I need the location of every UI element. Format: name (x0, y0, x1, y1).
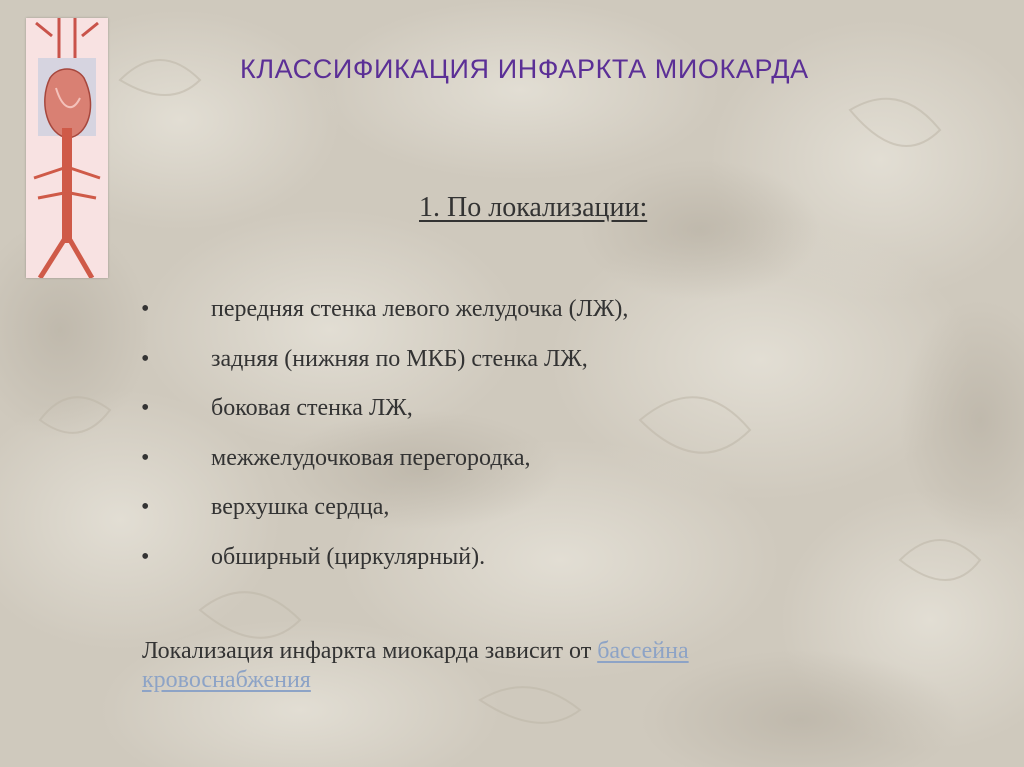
list-item-text: боковая стенка ЛЖ, (211, 395, 413, 421)
heart-aorta-illustration (26, 18, 108, 278)
bullet-icon: • (141, 543, 150, 570)
bullet-icon: • (141, 444, 150, 471)
bullet-icon: • (141, 395, 150, 421)
footnote-text: Локализация инфаркта миокарда зависит от (142, 638, 598, 664)
bullet-icon: • (141, 296, 150, 322)
list-item-text: передняя стенка левого желудочка (ЛЖ), (211, 296, 629, 322)
bullet-icon: • (141, 494, 150, 520)
list-item-text: обширный (циркулярный). (211, 543, 486, 570)
bullet-icon: • (141, 345, 150, 372)
slide-title: КЛАССИФИКАЦИЯ ИНФАРКТА МИОКАРДА (240, 54, 809, 84)
section-heading: 1. По локализации: (419, 192, 648, 223)
list-item-text: верхушка сердца, (211, 494, 390, 520)
footnote (142, 637, 832, 695)
list-item-text: межжелудочковая перегородка, (211, 444, 531, 471)
list-item-text: задняя (нижняя по МКБ) стенка ЛЖ, (211, 345, 588, 372)
blood-supply-link[interactable]: бассейна кровоснабжения (142, 638, 689, 693)
